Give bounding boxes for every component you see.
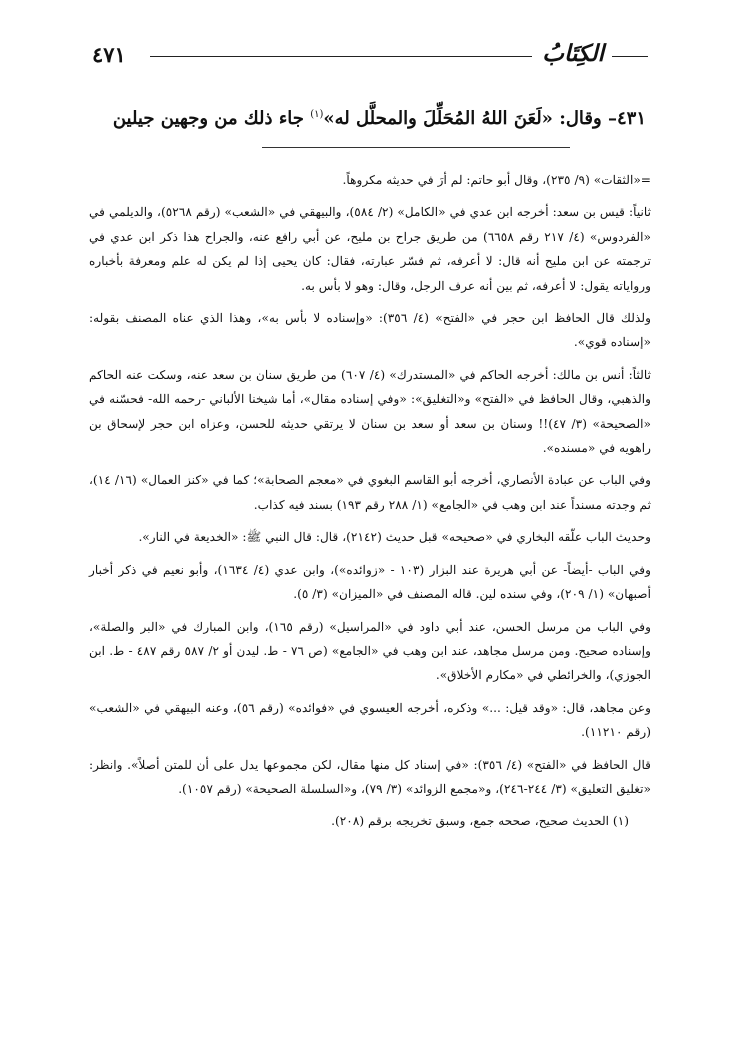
hadith-heading [88,101,646,133]
page-number: ٤٧١ [92,42,126,67]
paragraph: ولذلك قال الحافظ ابن حجر في «الفتح» (٤/ ٣٥٦): «وإسناده لا بأس به»، وهذا الذي عناه المصنف بقوله: «إسناده قوي». [89,311,652,350]
paragraph: وفي الباب عن عبادة الأنصاري، أخرجه أبو القاسم البغوي في «معجم الصحابة»؛ كما في «كنز العمال» (١٦/ ١٤)، ثم وجدته مسنداً عند ابن وهب في «الجامع» (١/ ٢٨٨ رقم ١٩٣) بسند فيه كذاب. [89,473,651,512]
paragraph: ثالثاً: أنس بن مالك: أخرجه الحاكم في «المستدرك» (٤/ ٦٠٧) من طريق سنان بن سعد عنه، وسكت عنه الحاكم والذهبي، وقال الحافظ في «الفتح» و«التغليق»: «وفي إسناده مقال»، أما شيخنا الألباني -رحمه الله- فحسّنه في «الصحيحة» (٣/ ٤٧)!! وسنان بن سعد أو سعد بن سنان لا يرتقي حديثه للحسن، وعزاه ابن حجر لإسحاق بن راهويه في «مسنده». [89,367,652,456]
paragraph: وعن مجاهد، قال: «وقد قيل: ...» وذكره، أخرجه العيسوي في «فوائده» (رقم ٥٦)، وعنه البيهقي في «الشعب» (رقم ١١٢١٠). [89,700,651,740]
header-rule-tail [612,56,648,57]
page-header [88,36,648,76]
paragraph: وحديث الباب علّقه البخاري في «صحيحه» قبل حديث (٢١٤٢)، قال: قال النبي ﷺ: «الخديعة في النار». [138,530,651,545]
hadith-heading-text: ٤٣١– وقال: «لَعَنَ اللهُ المُحَلِّلَ والمحلَّل له» [323,108,646,129]
header-rule [150,56,532,57]
paragraph: وفي الباب -أيضاً- عن أبي هريرة عند البزار (١٠٣ - «زوائده»)، وابن عدي (٤/ ١٦٣٤)، وأبو نعيم في ذكر أخبار أصبهان» (١/ ٢٠٩)، وفي سنده لين. قاله المصنف في «الميزان» (٣/ ٥). [89,562,652,602]
footnote-separator [262,147,570,148]
footnote: (١) الحديث صحيح، صححه جمع، وسبق تخريجه برقم (٢٠٨). [331,814,629,829]
hadith-heading-tail: جاء ذلك من وجهين جيلين [112,108,304,129]
book-title-logo: الكِتَابُ [542,40,604,67]
commentary-body [89,168,651,842]
paragraph: ثانياً: قيس بن سعد: أخرجه ابن عدي في «الكامل» (٢/ ٥٨٤)، والبيهقي في «الشعب» (رقم ٥٢٦٨)، والديلمي في «الفردوس» (٤/ ٢١٧ رقم ٦٦٥٨) من طريق جراح بن مليح، عن أبي رافع عنه، والجراح هذا ذكر ابن عدي في ترجمته عن ابن مليح أنه قال: لا أعرفه، ثم فسّر عبارته، فقال: كان يحيى إذا لم يكن له علم ومعرفة بأخباره ورواياته يقول: لا أعرفه، ثم بين أنه عرف الرجل، وقال: وهو لا بأس به. [89,205,651,293]
footnote-mark: (١) [310,109,324,120]
paragraph: =«الثقات» (٩/ ٢٣٥)، وقال أبو حاتم: لم أرَ في حديثه مكروهاً. [342,173,651,187]
paragraph: قال الحافظ في «الفتح» (٤/ ٣٥٦): «في إسناد كل منها مقال، لكن مجموعها يدل على أن للمتن أصلاً». وانظر: «تغليق التعليق» (٣/ ٢٤٤-٢٤٦)، و«مجمع الزوائد» (٣/ ٧٩)، و«السلسلة الصحيحة» (رقم ١٠٥٧). [89,757,651,796]
paragraph: وفي الباب من مرسل الحسن، عند أبي داود في «المراسيل» (رقم ١٦٥)، وابن المبارك في «البر والصلة»، وإسناده صحيح. ومن مرسل مجاهد، عند ابن وهب في «الجامع» (ص ٧٦ - ط. ليدن أو ٢/ ٥٨٧ رقم ٤٨٧ - ط. ابن الجوزي)، والخرائطي في «مكارم الأخلاق». [89,619,652,683]
